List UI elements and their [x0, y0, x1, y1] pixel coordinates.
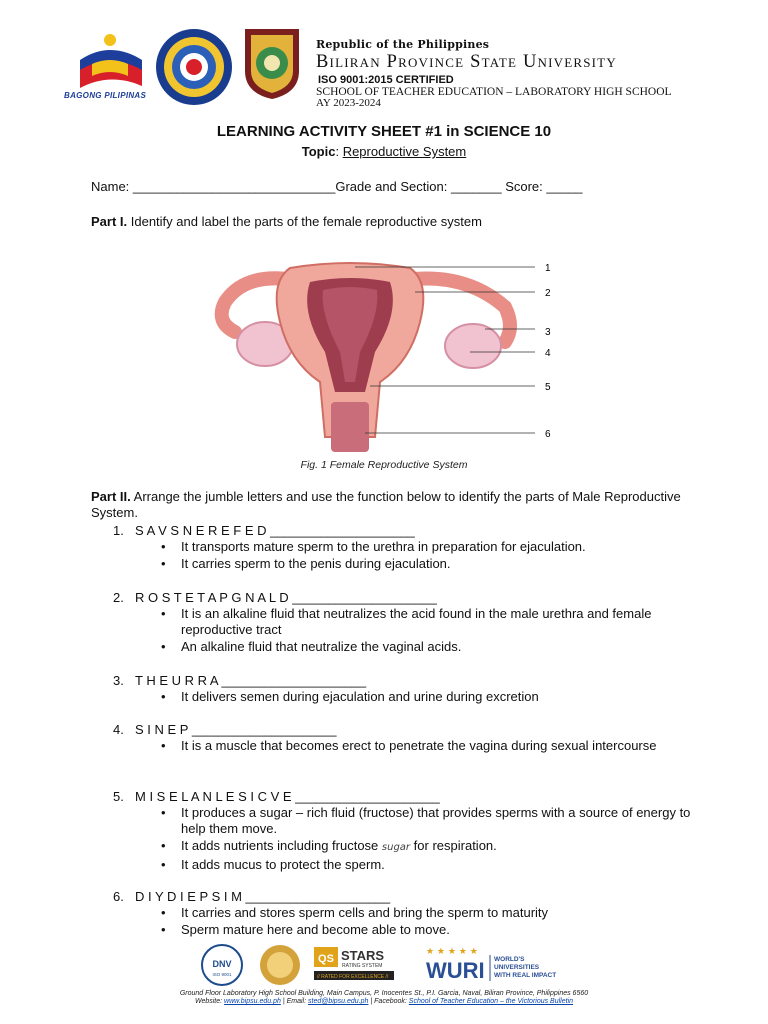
- footer-address: [0, 990, 768, 1006]
- topic-line: Topic: Reproductive System: [301, 144, 467, 159]
- item-jumble: R O S T E T A P G N A L D ____________________: [135, 590, 437, 605]
- list-item: [113, 722, 713, 754]
- address-line: Ground Floor Laboratory High School Building, Main Campus, P. Inocentes St., P.I. Garcia, Naval, Biliran Province, Philippines 6560: [179, 990, 589, 997]
- wuri-text: WURI: [426, 958, 485, 983]
- stars-text: STARS: [341, 948, 385, 963]
- item-number: 6.: [113, 889, 124, 904]
- part2-label: Part II.: [91, 489, 131, 504]
- item-jumble: S I N E P ____________________: [135, 722, 337, 737]
- email-label: | Email:: [282, 998, 307, 1005]
- topic-label: Topic: [301, 144, 336, 159]
- figure-label-2: 2: [545, 288, 551, 299]
- item-number: 2.: [113, 590, 124, 605]
- item-bullet: • It carries and stores sperm cells and bring the sperm to maturity: [113, 905, 713, 921]
- part1-text: Identify and label the parts of the female reproductive system: [130, 214, 482, 229]
- part2-instruction: [91, 489, 721, 521]
- wuri-line1: WORLD'S: [494, 956, 525, 963]
- list-item: [113, 889, 713, 938]
- item-jumble: T H E U R R A ____________________: [135, 673, 367, 688]
- sugar-word: sugar: [381, 842, 411, 853]
- stars-sub-text: RATING SYSTEM: [342, 963, 383, 969]
- item-bullet: [113, 838, 713, 856]
- website-label: Website:: [194, 998, 223, 1005]
- item-bullet: • It delivers semen during ejaculation and urine during excretion: [113, 689, 713, 705]
- part2-text: Arrange the jumble letters and use the function below to identify the parts of Male Reproductive System.: [91, 489, 681, 520]
- list-item: [113, 523, 713, 572]
- figure-label-5: 5: [545, 382, 551, 393]
- website-link[interactable]: www.bipsu.edu.ph: [224, 998, 281, 1005]
- figure-label-3: 3: [545, 327, 551, 338]
- qs-text: QS: [318, 953, 334, 965]
- item-number: 5.: [113, 789, 124, 804]
- figure-label-1: 1: [545, 263, 551, 274]
- svg-text:★ ★ ★ ★ ★: ★ ★ ★ ★ ★: [426, 947, 478, 957]
- email-link[interactable]: sted@bipsu.edu.ph: [308, 998, 369, 1005]
- item-number: 4.: [113, 722, 124, 737]
- item-bullet: • An alkaline fluid that neutralize the vaginal acids.: [113, 639, 713, 655]
- item-bullet: • It produces a sugar – rich fluid (fructose) that provides sperms with a source of energy to help them move.: [113, 805, 713, 837]
- stars-rated-text: // RATED FOR EXCELLENCE //: [317, 974, 389, 980]
- item-jumble: D I Y D I E P S I M ____________________: [135, 889, 391, 904]
- item-bullet-text: It adds nutrients including fructose: [181, 838, 379, 853]
- name-grade-score-line: Name: ____________________________Grade and Section: _______ Score: _____: [91, 179, 583, 194]
- item-number: 1.: [113, 523, 124, 538]
- item-bullet: • It is a muscle that becomes erect to penetrate the vagina during sexual intercourse: [113, 738, 713, 754]
- page-title: LEARNING ACTIVITY SHEET #1 in SCIENCE 10: [216, 123, 552, 140]
- item-bullet: • It carries sperm to the penis during ejaculation.: [113, 556, 713, 572]
- iso-certified: ISO 9001:2015 CERTIFIED: [318, 74, 454, 86]
- wuri-line3: WITH REAL IMPACT: [494, 972, 557, 979]
- part1-instruction: [91, 214, 482, 229]
- school-name: SCHOOL OF TEACHER EDUCATION – LABORATORY HIGH SCHOOL: [316, 86, 672, 98]
- figure-label-4: 4: [545, 348, 551, 359]
- item-jumble: M I S E L A N L E S I C V E ____________________: [135, 789, 440, 804]
- dnv-text: DNV: [212, 959, 232, 969]
- list-item: [113, 673, 713, 705]
- female-reproductive-figure: [205, 252, 565, 457]
- wuri-line2: UNIVERSITIES: [494, 964, 540, 971]
- bipsu-seal: [154, 27, 234, 107]
- figure-caption: Fig. 1 Female Reproductive System: [300, 459, 468, 471]
- wuri-logo: [424, 945, 564, 985]
- school-seal: [239, 25, 305, 101]
- university-name: Biliran Province State University: [316, 52, 617, 72]
- figure-label-6: 6: [545, 429, 551, 440]
- facebook-label: | Facebook:: [370, 998, 407, 1005]
- item-bullet: • It adds mucus to protect the sperm.: [113, 857, 713, 873]
- item-bullet: • It is an alkaline fluid that neutralizes the acid found in the male urethra and female reproductive tract: [113, 606, 713, 638]
- facebook-link[interactable]: School of Teacher Education – the Victorious Bulletin: [408, 998, 574, 1005]
- republic-text: Republic of the Philippines: [316, 38, 490, 51]
- topic-value: Reproductive System: [342, 144, 467, 159]
- bagong-pilipinas-text: BAGONG PILIPINAS: [64, 91, 147, 100]
- dnv-iso-text: ISO 9001: [212, 972, 232, 977]
- qs-stars-logo: [314, 947, 426, 983]
- sugar-tail: for respiration.: [413, 838, 497, 853]
- item-bullet: • It transports mature sperm to the urethra in preparation for ejaculation.: [113, 539, 713, 555]
- award-seal-logo: [254, 943, 306, 987]
- item-number: 3.: [113, 673, 124, 688]
- list-item: [113, 590, 713, 655]
- dnv-logo: [196, 943, 248, 987]
- item-jumble: S A V S N E R E F E D ____________________: [135, 523, 415, 538]
- academic-year: AY 2023-2024: [316, 97, 381, 109]
- list-item: [113, 789, 713, 873]
- item-bullet: • Sperm mature here and become able to move.: [113, 922, 713, 938]
- part1-label: Part I.: [91, 214, 128, 229]
